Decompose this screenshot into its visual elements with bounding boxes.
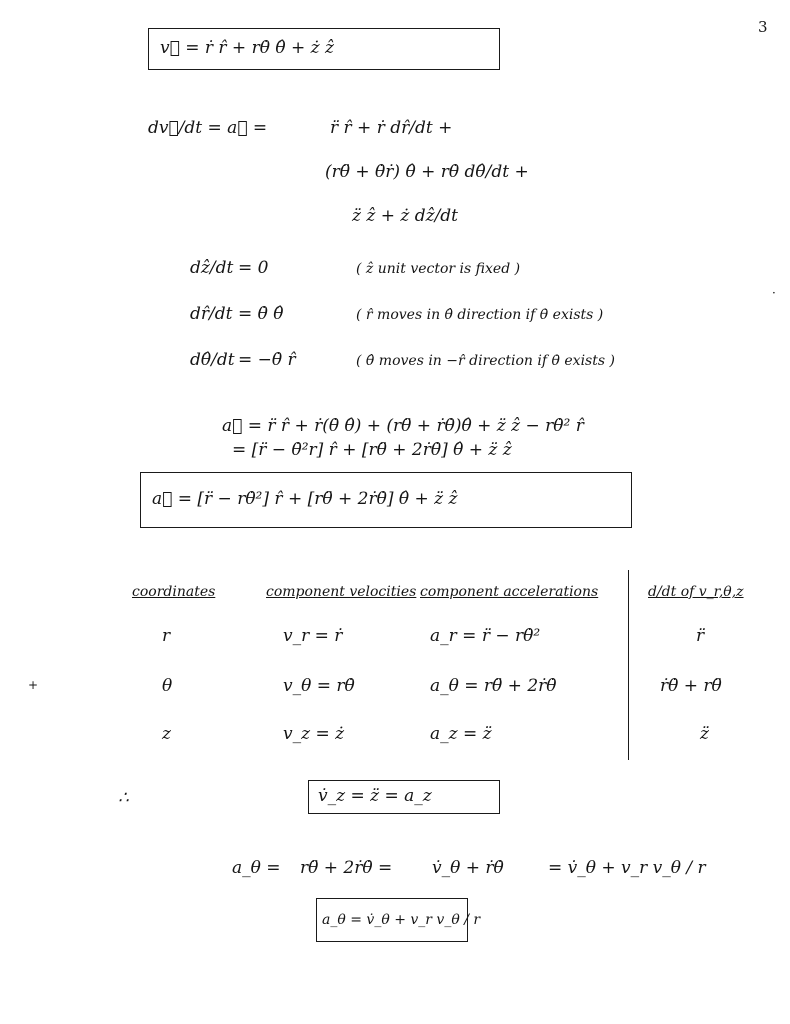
page-number: 3: [758, 18, 768, 36]
unit-rate-r-note: ( r̂ moves in θ̂ direction if θ̇ exists ): [356, 307, 604, 323]
a-theta-lhs: a_θ =: [232, 858, 281, 878]
a-theta-rhs: = v̇_θ + v_r v_θ / r: [548, 858, 706, 878]
row-r-velocity: v_r = ṙ: [283, 626, 343, 646]
unit-rate-r-lhs: dr̂/dt: [190, 304, 233, 324]
a-theta-mid-2: v̇_θ + ṙθ̇: [432, 858, 504, 878]
row-theta-coordinate: θ: [162, 676, 173, 696]
unit-rate-theta-note: ( θ̂ moves in −r̂ direction if θ̇ exists ): [356, 353, 615, 369]
scan-mark-left: +: [28, 678, 39, 692]
unit-rate-z-lhs: dẑ/dt: [190, 258, 234, 278]
unit-rate-theta-rhs: = −θ̇ r̂: [238, 350, 296, 370]
row-theta-velocity: v_θ = rθ̇: [283, 676, 355, 696]
unit-rate-z-note: ( ẑ unit vector is fixed ): [356, 261, 521, 277]
row-r-coordinate: r: [162, 626, 171, 646]
unit-rate-z-rhs: = 0: [238, 258, 269, 278]
unit-rate-theta-lhs: dθ̂/dt: [190, 350, 235, 370]
row-r-acceleration: a_r = r̈ − rθ̇²: [430, 626, 541, 646]
row-theta-derivative: ṙθ̇ + rθ̈: [660, 676, 722, 696]
acceleration-line-1: a⃗ = r̈ r̂ + ṙ(θ̇ θ̂) + (rθ̈ + ṙθ̇)θ̂ + z̈ ẑ − rθ̇² r̂: [222, 416, 584, 436]
unit-rate-r-rhs: = θ̇ θ̂: [238, 304, 284, 324]
header-derivatives: d/dt of v_r,θ,z: [648, 584, 744, 600]
derivative-lhs: dv⃗/dt = a⃗ =: [148, 118, 268, 138]
header-component-accelerations: component accelerations: [420, 584, 599, 600]
velocity-equation: v⃗ = ṙ r̂ + rθ̇ θ̂ + ż ẑ: [160, 38, 334, 58]
table-divider: [628, 570, 629, 760]
therefore-symbol: ∴: [118, 788, 129, 808]
derivation-line-2: (rθ̈ + θ̇ṙ) θ̂ + rθ̇ dθ̂/dt +: [325, 162, 529, 182]
header-coordinates: coordinates: [132, 584, 216, 600]
header-component-velocities: component velocities: [266, 584, 417, 600]
row-r-derivative: r̈: [696, 626, 705, 646]
z-result-equation: v̇_z = z̈ = a_z: [318, 786, 432, 806]
row-z-velocity: v_z = ż: [283, 724, 345, 744]
row-z-derivative: z̈: [700, 724, 709, 744]
a-theta-mid-1: rθ̈ + 2ṙθ̇ =: [300, 858, 393, 878]
row-z-acceleration: a_z = z̈: [430, 724, 492, 744]
acceleration-equation: a⃗ = [r̈ − rθ̇²] r̂ + [rθ̈ + 2ṙθ̇] θ̂ + z̈ ẑ: [152, 489, 458, 509]
acceleration-line-2: = [r̈ − θ̇²r] r̂ + [rθ̈ + 2ṙθ̇] θ̂ + z̈ ẑ: [232, 440, 512, 460]
derivation-line-1: r̈ r̂ + ṙ dr̂/dt +: [330, 118, 453, 138]
row-theta-acceleration: a_θ = rθ̈ + 2ṙθ̇: [430, 676, 557, 696]
row-z-coordinate: z: [162, 724, 171, 744]
final-result-equation: a_θ = v̇_θ + v_r v_θ / r: [322, 912, 481, 928]
derivation-line-3: z̈ ẑ + ż dẑ/dt: [352, 206, 459, 226]
scan-mark-right: ·: [772, 286, 776, 300]
